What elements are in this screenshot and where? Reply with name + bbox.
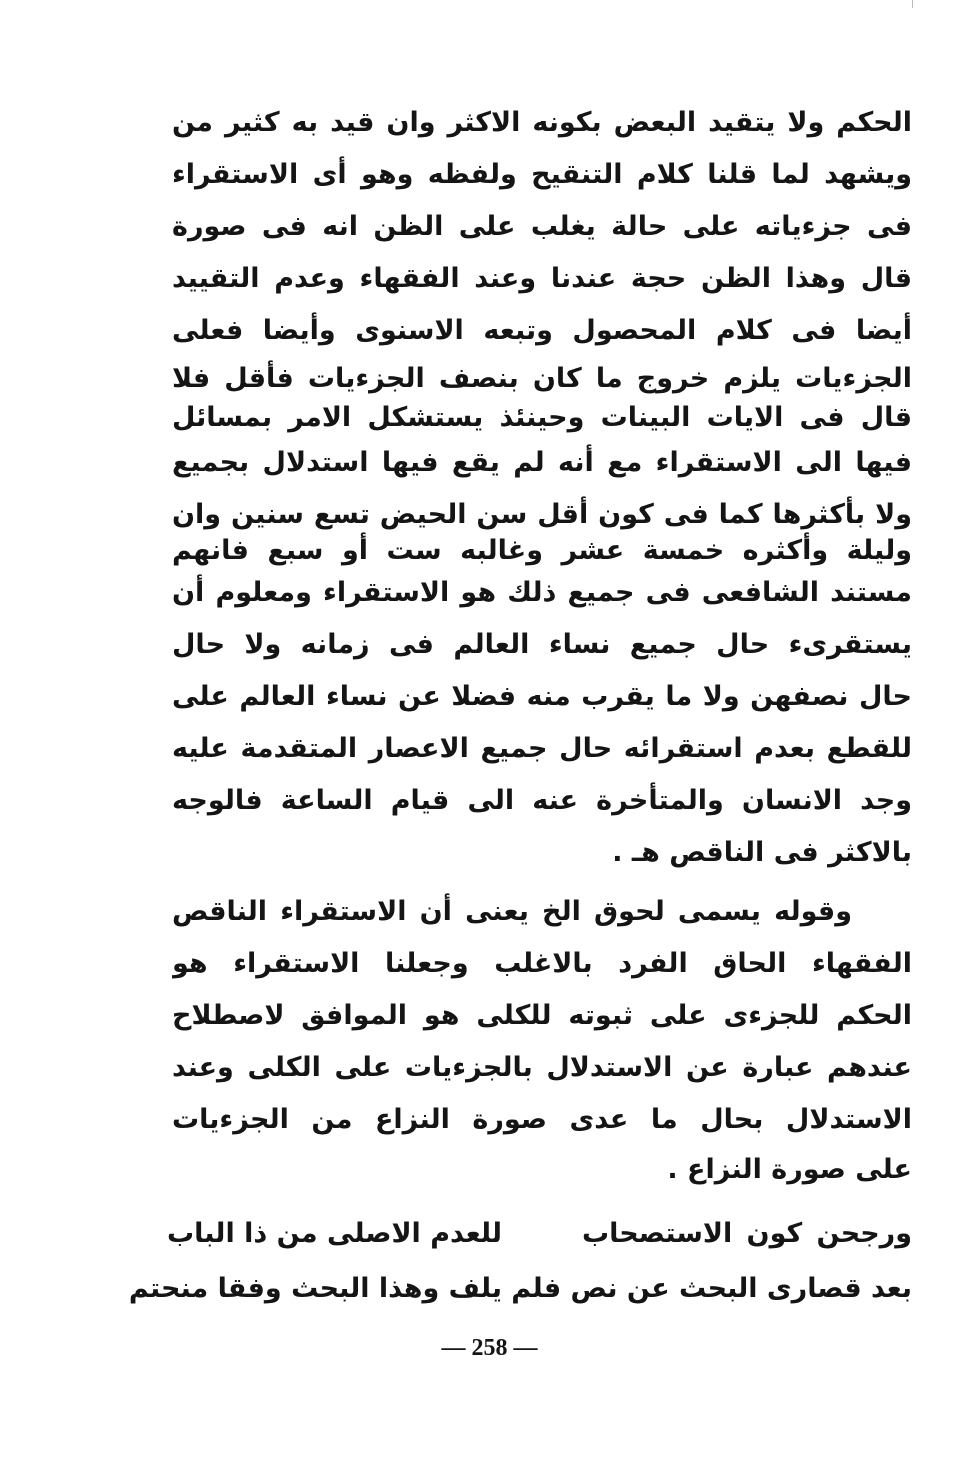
verse-line [128,1263,912,1315]
scan-mark [912,0,913,8]
verse-second-hemistich: يلف وهذا البحث وفقا منحتم [128,1273,502,1304]
paragraph-line: على صورة النزاع . [667,1154,912,1185]
paragraph-line: وليلة وأكثره خمسة عشر وغالبه ست أو سبع فانهم [172,535,912,566]
verse-first-hemistich: بعد قصارى البحث عن نص فلم [511,1273,912,1304]
paragraph-line: الحكم للجزءى على ثبوته للكلى هو الموافق لاصطلاح [172,1000,912,1031]
paragraph-line: فيها الى الاستقراء مع أنه لم يقع فيها استدلال بجميع [172,447,912,478]
paragraph-line: وجد الانسان والمتأخرة عنه الى قيام الساعة فالوجه [172,785,912,816]
paragraph-line: للقطع بعدم استقرائه حال جميع الاعصار المتقدمة عليه [172,733,912,764]
paragraph-line: وقوله يسمى لحوق الخ يعنى أن الاستقراء الناقص [172,896,852,927]
paragraph-line: أيضا فى كلام المحصول وتبعه الاسنوى وأيضا فعلى [172,315,912,346]
paragraph-line: ولا بأكثرها كما فى كون أقل سن الحيض تسع سنين وان [172,499,912,530]
paragraph-line: الاستدلال بحال ما عدى صورة النزاع من الجزءيات [172,1104,912,1135]
paragraph-line: حال نصفهن ولا ما يقرب منه فضلا عن نساء العالم على [172,681,912,712]
paragraph-line: قال وهذا الظن حجة عندنا وعند الفقهاء وعدم التقييد [172,263,912,294]
page-number: — 258 — [441,1335,538,1361]
paragraph-line: قال فى الايات البينات وحينئذ يستشكل الامر بمسائل [172,402,912,433]
paragraph-line: الجزءيات يلزم خروج ما كان بنصف الجزءيات فأقل فلا [172,363,912,394]
paragraph-line: فى جزءياته على حالة يغلب على الظن انه فى صورة [172,211,912,242]
paragraph-line: عندهم عبارة عن الاستدلال بالجزءيات على الكلى وعند [172,1052,912,1083]
verse-line [167,1208,912,1260]
paragraph-line: بالاكثر فى الناقص هـ . [612,837,912,868]
paragraph-line: الحكم ولا يتقيد البعض بكونه الاكثر وان قيد به كثير من [172,107,912,138]
paragraph-line: الفقهاء الحاق الفرد بالاغلب وجعلنا الاستقراء هو [172,948,912,979]
paragraph-line: ويشهد لما قلنا كلام التنقيح ولفظه وهو أى الاستقراء [172,159,912,190]
verse-second-hemistich: للعدم الاصلى من ذا الباب [167,1218,502,1249]
verse-first-hemistich: ورجحن كون الاستصحاب [582,1218,912,1249]
paragraph-line: مستند الشافعى فى جميع ذلك هو الاستقراء ومعلوم أن [172,577,912,608]
paragraph-line: يستقرىء حال جميع نساء العالم فى زمانه ولا حال [172,629,912,660]
